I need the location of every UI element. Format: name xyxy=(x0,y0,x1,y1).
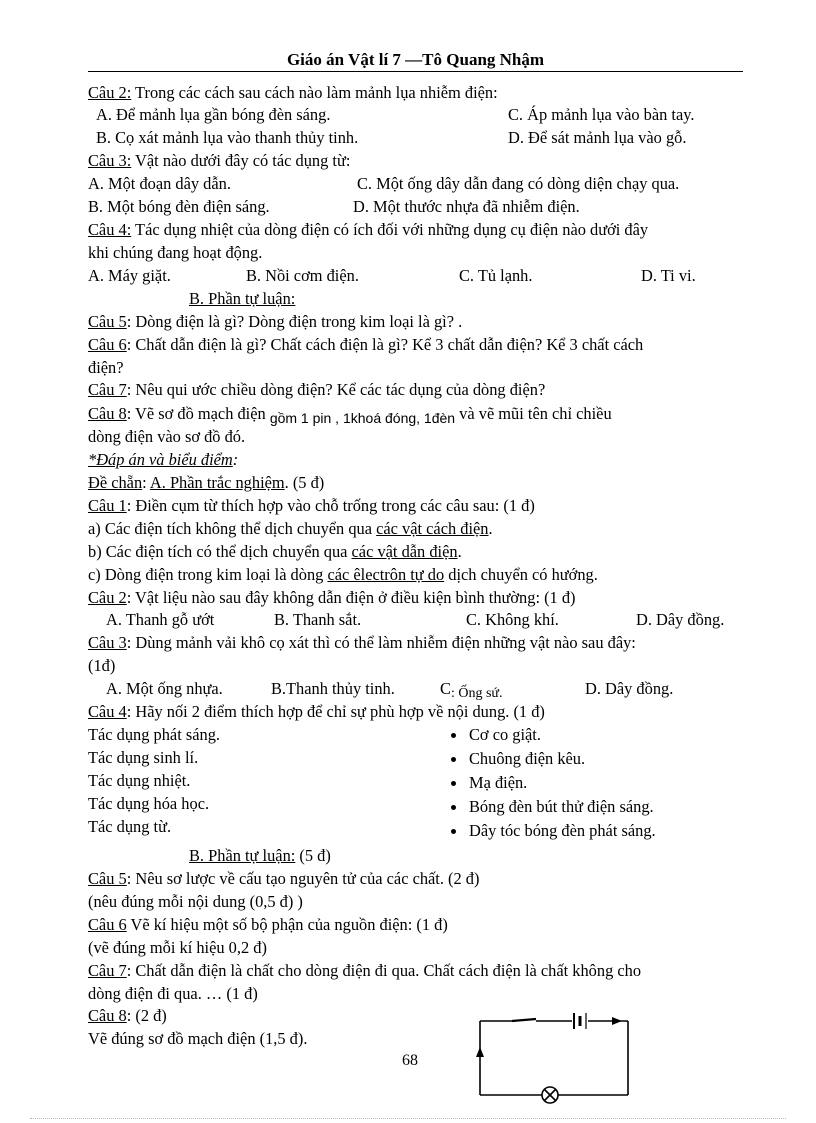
option-b: B.Thanh thủy tinh. xyxy=(271,679,395,698)
option-d: D. Dây đồng. xyxy=(585,679,674,698)
fill-dot: . xyxy=(488,519,493,538)
match-right-item: Cơ co giật. xyxy=(469,725,541,744)
question-label: Câu 6 xyxy=(88,915,127,934)
question-text-small: gồm 1 pin , 1khoá đóng, 1đèn xyxy=(269,410,456,426)
fill-prefix: c) Dòng điện trong kim loại là dòng xyxy=(88,565,328,584)
part-b-score: (5 đ) xyxy=(295,846,331,865)
question-8 xyxy=(88,404,612,424)
answer-7 xyxy=(88,961,641,981)
option-c: C. Tủ lạnh. xyxy=(459,266,533,285)
answer-note: Vẽ đúng sơ đồ mạch điện (1,5 đ). xyxy=(88,1029,308,1048)
question-text: : Điền cụm từ thích hợp vào chỗ trống trong các câu sau: (1 đ) xyxy=(126,496,535,515)
current-arrow-icon xyxy=(476,1047,484,1057)
question-text: : Dòng điện là gì? Dòng điện trong kim loại là gì? . xyxy=(126,312,463,331)
question-label: Câu 5 xyxy=(88,312,127,331)
fill-answer: các êlectrôn tự do xyxy=(327,565,445,584)
option-c-letter: C xyxy=(440,679,451,698)
question-text: Vẽ kí hiệu một số bộ phận của nguồn điện: (1 đ) xyxy=(126,915,448,934)
match-left-item: Tác dụng hóa học. xyxy=(88,794,210,813)
de-chan-line xyxy=(88,473,324,493)
question-text: : Vật liệu nào sau đây không dẫn điện ở điều kiện bình thường: (1 đ) xyxy=(126,588,576,607)
question-label: Câu 3 xyxy=(88,633,127,652)
match-left-item: Tác dụng phát sáng. xyxy=(88,725,220,744)
question-text: : Dùng mảnh vải khô cọ xát thì có thể làm nhiễm điện những vật nào sau đây: xyxy=(126,633,636,652)
question-text-cont: (1đ) xyxy=(88,656,116,675)
answer-8 xyxy=(88,1006,167,1026)
option-b: B. Thanh sắt. xyxy=(274,610,362,629)
option-b: B. Cọ xát mảnh lụa vào thanh thủy tinh. xyxy=(96,128,359,147)
fill-prefix: b) Các điện tích có thể dịch chuyển qua xyxy=(88,542,352,561)
answer-note: (vẽ đúng mỗi kí hiệu 0,2 đ) xyxy=(88,938,267,957)
question-text: : Vẽ sơ đồ mạch điện xyxy=(126,404,270,423)
answer-5 xyxy=(88,869,479,889)
option-a: A. Một ống nhựa. xyxy=(106,679,223,698)
section-heading: B. Phần tự luận: xyxy=(189,289,296,308)
current-arrow-icon xyxy=(612,1017,622,1025)
question-label: Câu 4: xyxy=(88,220,132,239)
question-label: Câu 6 xyxy=(88,335,127,354)
question-4 xyxy=(88,220,648,240)
match-left-item: Tác dụng từ. xyxy=(88,817,172,836)
question-label: Câu 7 xyxy=(88,961,127,980)
bullet-icon xyxy=(451,805,456,810)
answer-1 xyxy=(88,496,535,516)
fill-suffix: dịch chuyển có hướng. xyxy=(444,565,598,584)
answer-title xyxy=(88,450,238,470)
option-d: D. Để sát mảnh lụa vào gỗ. xyxy=(508,128,687,147)
option-c: C. Không khí. xyxy=(466,610,559,629)
question-text-cont: dòng điện vào sơ đồ đó. xyxy=(88,427,246,446)
option-d: D. Dây đồng. xyxy=(636,610,725,629)
answer-title-text: *Đáp án và biểu điểm xyxy=(88,450,233,469)
question-text: : Nêu sơ lược về cấu tạo nguyên tử của các chất. (2 đ) xyxy=(126,869,480,888)
fill-prefix: a) Các điện tích không thể dịch chuyển qua xyxy=(88,519,377,538)
bullet-icon xyxy=(451,829,456,834)
question-text: : Hãy nối 2 điểm thích hợp để chỉ sự phù hợp về nội dung. (1 đ) xyxy=(126,702,545,721)
page-number: 68 xyxy=(402,1052,418,1069)
question-text-cont: dòng điện đi qua. … (1 đ) xyxy=(88,984,258,1003)
question-text-cont: khi chúng đang hoạt động. xyxy=(88,243,263,262)
question-label: Câu 4 xyxy=(88,702,127,721)
question-text: : Chất dẫn điện là chất cho dòng điện đi qua. Chất cách điện là chất không cho xyxy=(126,961,642,980)
question-7 xyxy=(88,380,545,400)
page-bottom-border xyxy=(30,1118,786,1119)
part-a-heading: A. Phần trắc nghiệm xyxy=(149,473,285,492)
match-right-item: Chuông điện kêu. xyxy=(469,749,586,768)
question-text: Tác dụng nhiệt của dòng điện có ích đối với những dụng cụ điện nào dưới đây xyxy=(131,220,649,239)
option-a: A. Để mảnh lụa gần bóng đèn sáng. xyxy=(96,105,331,124)
match-right-item: Mạ điện. xyxy=(469,773,528,792)
answer-3 xyxy=(88,633,636,653)
option-d: D. Một thước nhựa đã nhiễm điện. xyxy=(353,197,580,216)
answer-note: (nêu đúng mỗi nội dung (0,5 đ) ) xyxy=(88,892,303,911)
option-b: B. Nồi cơm điện. xyxy=(246,266,359,285)
answer-6 xyxy=(88,915,448,935)
option-a: A. Một đoạn dây dẫn. xyxy=(88,174,231,193)
circuit-diagram xyxy=(470,1005,640,1107)
de-chan-mid: : xyxy=(142,473,150,492)
option-c: C. Một ống dây dẫn đang có dòng diện chạy qua. xyxy=(357,174,680,193)
question-text: : Nêu qui ước chiều dòng điện? Kể các tác dụng của dòng điện? xyxy=(126,380,546,399)
question-label: Câu 1 xyxy=(88,496,127,515)
answer-1c xyxy=(88,565,598,585)
answer-title-colon: : xyxy=(232,450,239,469)
option-d: D. Ti vi. xyxy=(641,266,696,285)
match-right-item: Dây tóc bóng đèn phát sáng. xyxy=(469,821,656,840)
fill-answer: các vật cách điện xyxy=(376,519,489,538)
bullet-icon xyxy=(451,757,456,762)
option-a: A. Thanh gỗ ướt xyxy=(106,610,215,629)
question-text: : Chất dẫn điện là gì? Chất cách điện là gì? Kể 3 chất dẫn điện? Kể 3 chất cách xyxy=(126,335,644,354)
match-left-item: Tác dụng nhiệt. xyxy=(88,771,191,790)
page-header: Giáo án Vật lí 7 —Tô Quang Nhậm xyxy=(88,50,743,72)
question-label: Câu 8 xyxy=(88,1006,127,1025)
answer-1a xyxy=(88,519,493,539)
bullet-icon xyxy=(451,781,456,786)
match-right-item: Bóng đèn bút thử điện sáng. xyxy=(469,797,654,816)
bullet-icon xyxy=(451,733,456,738)
answer-1b xyxy=(88,542,462,562)
answer-4 xyxy=(88,702,545,722)
option-a: A. Máy giặt. xyxy=(88,266,171,285)
question-text-cont: điện? xyxy=(88,358,124,377)
part-a-score: . (5 đ) xyxy=(284,473,325,492)
question-text: : (2 đ) xyxy=(126,1006,167,1025)
question-text: và vẽ mũi tên chỉ chiều xyxy=(455,404,612,423)
question-label: Câu 7 xyxy=(88,380,127,399)
fill-dot: . xyxy=(457,542,462,561)
switch-icon xyxy=(512,1019,536,1021)
option-b: B. Một bóng đèn điện sáng. xyxy=(88,197,270,216)
question-label: Câu 8 xyxy=(88,404,127,423)
question-text: Trong các cách sau cách nào làm mảnh lụa nhiễm điện: xyxy=(131,83,498,102)
part-b-heading xyxy=(189,846,331,866)
question-6 xyxy=(88,335,643,355)
de-chan-label: Đề chẵn xyxy=(88,473,143,492)
question-label: Câu 3: xyxy=(88,151,132,170)
option-c: C. Áp mảnh lụa vào bàn tay. xyxy=(508,105,695,124)
option-c xyxy=(440,679,502,701)
question-5 xyxy=(88,312,462,332)
question-label: Câu 2: xyxy=(88,83,132,102)
question-2 xyxy=(88,83,498,103)
part-b-label: B. Phần tự luận: xyxy=(189,846,296,865)
question-label: Câu 5 xyxy=(88,869,127,888)
option-c-text: : Ống sứ. xyxy=(450,686,503,701)
match-left-item: Tác dụng sinh lí. xyxy=(88,748,199,767)
question-text: Vật nào dưới đây có tác dụng từ: xyxy=(131,151,351,170)
fill-answer: các vật dẫn điện xyxy=(351,542,458,561)
question-3 xyxy=(88,151,350,171)
answer-2 xyxy=(88,588,576,608)
question-label: Câu 2 xyxy=(88,588,127,607)
